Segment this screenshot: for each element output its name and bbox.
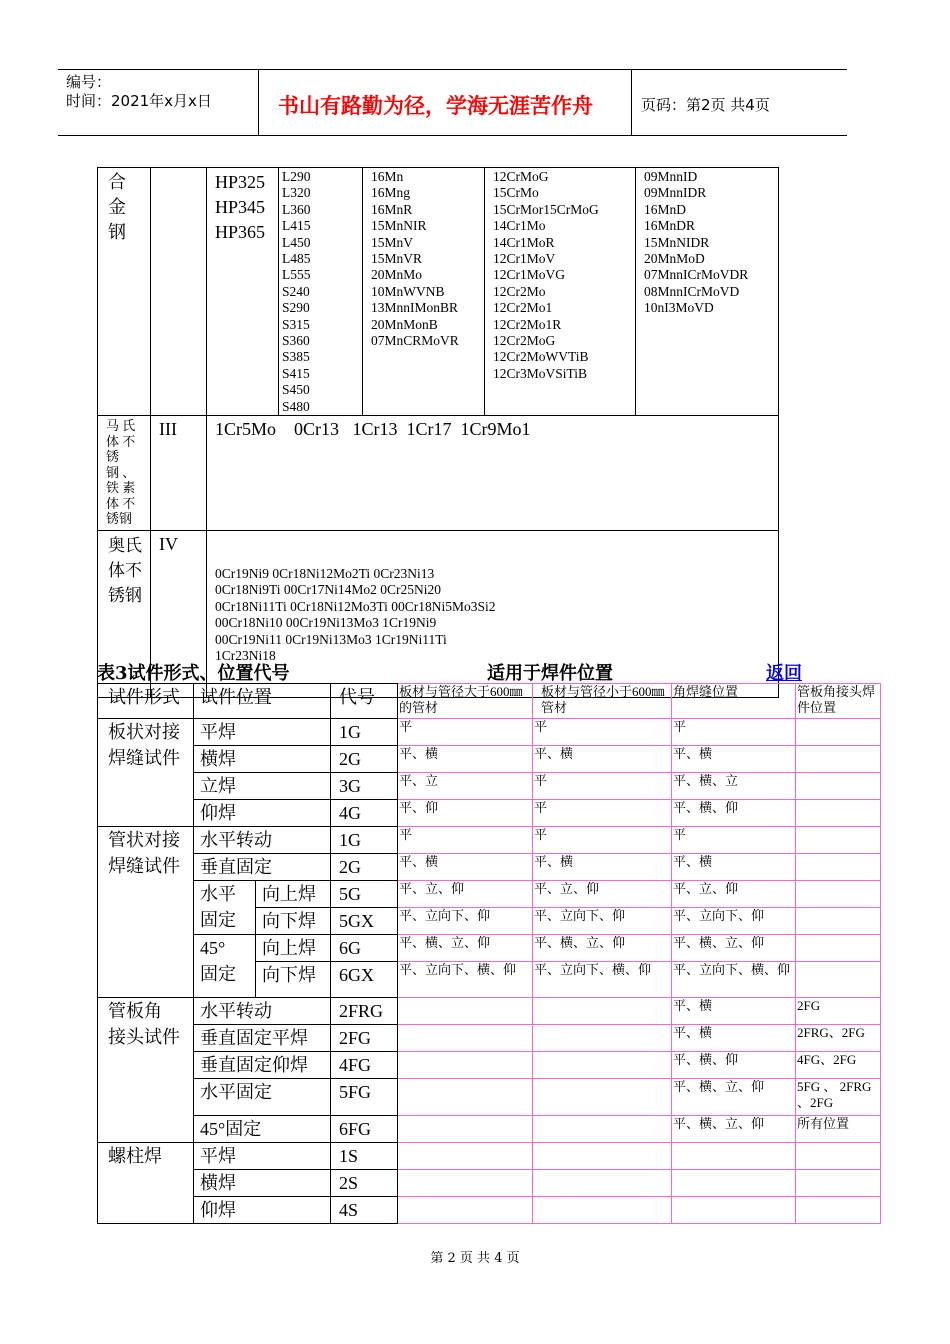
cell-col1: 平、横、立、仰 [399, 935, 491, 950]
martensitic-grades: 1Cr5Mo 0Cr13 1Cr13 1Cr17 1Cr9Mo1 [215, 419, 531, 440]
cell-col3: 平、横 [673, 854, 713, 869]
header-form: 试件形式 [108, 687, 180, 707]
position-label: 向下焊 [262, 911, 316, 931]
header-date: 时间：2021年x月x日 [66, 92, 212, 110]
cell-col3: 平、横、立、仰 [673, 1116, 765, 1131]
cell-col2: 平 [534, 800, 548, 815]
header-divider-2 [631, 69, 632, 135]
position-label: 垂直固定 [200, 857, 272, 877]
code-value: 2S [339, 1173, 359, 1193]
alloy-group-label: 合 金 钢 [108, 172, 126, 242]
cell-col1: 平 [399, 719, 413, 734]
cell-col3: 平、横 [673, 746, 713, 761]
header-motto: 书山有路勤为径，学海无涯苦作舟 [278, 94, 593, 118]
table-row [98, 1197, 881, 1224]
code-value: 2G [339, 857, 361, 877]
table-row [98, 998, 881, 1025]
table-row [98, 746, 881, 773]
code-value: 4FG [339, 1055, 372, 1075]
position-label: 平焊 [200, 722, 236, 742]
code-value: 2FRG [339, 1001, 384, 1021]
position-label: 水平转动 [200, 1001, 272, 1021]
cell-col3: 平 [673, 719, 687, 734]
position-label: 平焊 [200, 1146, 236, 1166]
back-link[interactable]: 返回 [766, 663, 802, 684]
cell-col3: 平 [673, 827, 687, 842]
position-label: 向下焊 [262, 965, 316, 985]
cell-col1: 平、立向下、横、仰 [399, 962, 517, 977]
cell-col4: 所有位置 [797, 1116, 850, 1131]
alloy-low-temp-list: 09MnnID 09MnnIDR 16MnD 16MnDR 15MnNIDR 20MnMoD 07MnnICrMoVDR 08MnnICrMoVD 10nI3MoVD [644, 169, 749, 316]
table3-subtitle: 适用于焊件位置 [487, 663, 613, 684]
austenitic-grades: 0Cr19Ni9 0Cr18Ni12Mo2Ti 0Cr23Ni13 0Cr18Ni9Ti 00Cr17Ni14Mo2 0Cr25Ni20 0Cr18Ni11Ti 0Cr18Ni12Mo3Ti 00Cr18Ni5Mo3Si2 00Cr18Ni10 00Cr19Ni13Mo3 1Cr19Ni9 00Cr19Ni11 0Cr19Ni13Mo3 1Cr19Ni11Ti 1Cr23Ni18 [215, 565, 496, 663]
group-plate: 板状对接 焊缝试件 [108, 722, 180, 768]
cell-col2: 平、横 [534, 746, 574, 761]
header-col4: 管板角接头焊件位置 [797, 684, 876, 715]
code-value: 5GX [339, 911, 374, 931]
group-stud: 螺柱焊 [108, 1146, 162, 1166]
table-row [98, 773, 881, 800]
cell-col1: 平、横 [399, 746, 439, 761]
sub-horizontal-fixed: 水平 固定 [200, 884, 236, 930]
austenitic-group-label: 奥氏 体不 锈钢 [108, 536, 142, 606]
table-row [98, 1116, 881, 1143]
code-value: 2G [339, 749, 361, 769]
table-row [98, 1079, 881, 1116]
table-row [98, 1052, 881, 1079]
cell-col3: 平、立向下、仰 [673, 908, 765, 923]
table-row [98, 1170, 881, 1197]
martensitic-class: III [159, 419, 177, 440]
header-col3: 角焊缝位置 [673, 684, 739, 699]
cell-col1: 平 [399, 827, 413, 842]
header-page: 页码：第2页 共4页 [641, 96, 770, 114]
header-divider-1 [258, 69, 259, 135]
table-row [98, 719, 881, 746]
position-label: 横焊 [200, 1173, 236, 1193]
sub-45-fixed: 45° 固定 [200, 938, 236, 984]
cell-col1: 平、立向下、仰 [399, 908, 491, 923]
cell-col3: 平、立、仰 [673, 881, 739, 896]
cell-col2: 平 [534, 827, 548, 842]
code-value: 1G [339, 722, 361, 742]
footer-page-number: 第 2 页 共 4 页 [430, 1251, 520, 1266]
cell-col4: 5FG 、 2FRG 、2FG [797, 1079, 872, 1110]
header-bottom-rule [58, 135, 847, 136]
group-tube-plate: 管板角 接头试件 [108, 1001, 180, 1047]
alloy-steel-row [98, 168, 779, 416]
cell-col1: 平、仰 [399, 800, 439, 815]
table-row [98, 1143, 881, 1170]
cell-col2: 平、立向下、仰 [534, 908, 626, 923]
code-value: 3G [339, 776, 361, 796]
cell-col4: 4FG、2FG [797, 1052, 857, 1067]
cell-col3: 平、横 [673, 998, 713, 1013]
table3-title: 表3试件形式、位置代号 [97, 663, 290, 684]
cell-col3: 平、立向下、横、仰 [673, 962, 791, 977]
code-value: 5FG [339, 1082, 372, 1102]
header-top-rule [58, 69, 847, 70]
cell-col1: 平、横 [399, 854, 439, 869]
position-label: 仰焊 [200, 803, 236, 823]
cell-col2: 平、横 [534, 854, 574, 869]
alloy-class-cell [151, 168, 207, 416]
position-label: 45°固定 [200, 1119, 262, 1139]
martensitic-group-label: 马 氏 体 不 锈 钢 、 铁 素 体 不 锈钢 [106, 418, 136, 527]
martensitic-row [98, 416, 779, 531]
code-value: 1S [339, 1146, 359, 1166]
code-value: 4G [339, 803, 361, 823]
cell-col3: 平、横、仰 [673, 1052, 739, 1067]
table3-header-row [98, 684, 881, 719]
cell-col3: 平、横、立、仰 [673, 935, 765, 950]
position-label: 水平固定 [200, 1082, 272, 1102]
cell-col3: 平、横、仰 [673, 800, 739, 815]
cell-col3: 平、横、立、仰 [673, 1079, 765, 1094]
position-label: 仰焊 [200, 1200, 236, 1220]
cell-col2: 平 [534, 719, 548, 734]
position-label: 垂直固定平焊 [200, 1028, 308, 1048]
cell-col2: 平、横、立、仰 [534, 935, 626, 950]
position-label: 立焊 [200, 776, 236, 796]
cell-col2: 平、立、仰 [534, 881, 600, 896]
header-number: 编号： [66, 73, 112, 91]
cell-col3: 平、横、立 [673, 773, 739, 788]
position-label: 横焊 [200, 749, 236, 769]
code-value: 1G [339, 830, 361, 850]
alloy-mn-list: 16Mn 16Mng 16MnR 15MnNIR 15MnV 15MnVR 20MnMo 10MnWVNB 13MnnIMonBR 20MnMonB 07MnCRMoVR [371, 169, 459, 349]
code-value: 6FG [339, 1119, 372, 1139]
alloy-hp-list: HP325 HP345 HP365 [215, 172, 266, 242]
table-row [98, 1025, 881, 1052]
table-row [98, 827, 881, 854]
header-code: 代号 [339, 687, 375, 707]
position-label: 向上焊 [262, 884, 316, 904]
cell-col1: 平、立 [399, 773, 439, 788]
position-label: 垂直固定仰焊 [200, 1055, 308, 1075]
code-value: 2FG [339, 1028, 372, 1048]
header-position: 试件位置 [200, 687, 272, 707]
cell-col1: 平、立、仰 [399, 881, 465, 896]
cell-col4: 2FRG、2FG [797, 1025, 865, 1040]
header-col2: 板材与管径小于600㎜管材 [541, 684, 665, 715]
table-row [98, 854, 881, 881]
austenitic-class: IV [159, 534, 178, 555]
position-code-table [97, 683, 881, 1224]
material-table [97, 167, 779, 698]
code-value: 4S [339, 1200, 359, 1220]
table-row [98, 881, 881, 908]
code-value: 5G [339, 884, 361, 904]
position-label: 向上焊 [262, 938, 316, 958]
cell-col2: 平、立向下、横、仰 [534, 962, 652, 977]
position-label: 水平转动 [200, 830, 272, 850]
cell-col3: 平、横 [673, 1025, 713, 1040]
table-row [98, 935, 881, 962]
group-pipe: 管状对接 焊缝试件 [108, 830, 180, 876]
alloy-cr-list: 12CrMoG 15CrMo 15CrMor15CrMoG 14Cr1Mo 14Cr1MoR 12Cr1MoV 12Cr1MoVG 12Cr2Mo 12Cr2Mo1 12Cr2Mo1R 12Cr2MoG 12Cr2MoWVTiB 12Cr3MoVSiTiB [493, 169, 599, 381]
code-value: 6GX [339, 965, 374, 985]
alloy-l-list: L290 L320 L360 L415 L450 L485 L555 S240 S290 S315 S360 S385 S415 S450 S480 [282, 169, 311, 414]
cell-col2: 平 [534, 773, 548, 788]
table-row [98, 800, 881, 827]
header-col1: 板材与管径大于600㎜的管材 [399, 684, 523, 715]
cell-col4: 2FG [797, 998, 821, 1013]
code-value: 6G [339, 938, 361, 958]
